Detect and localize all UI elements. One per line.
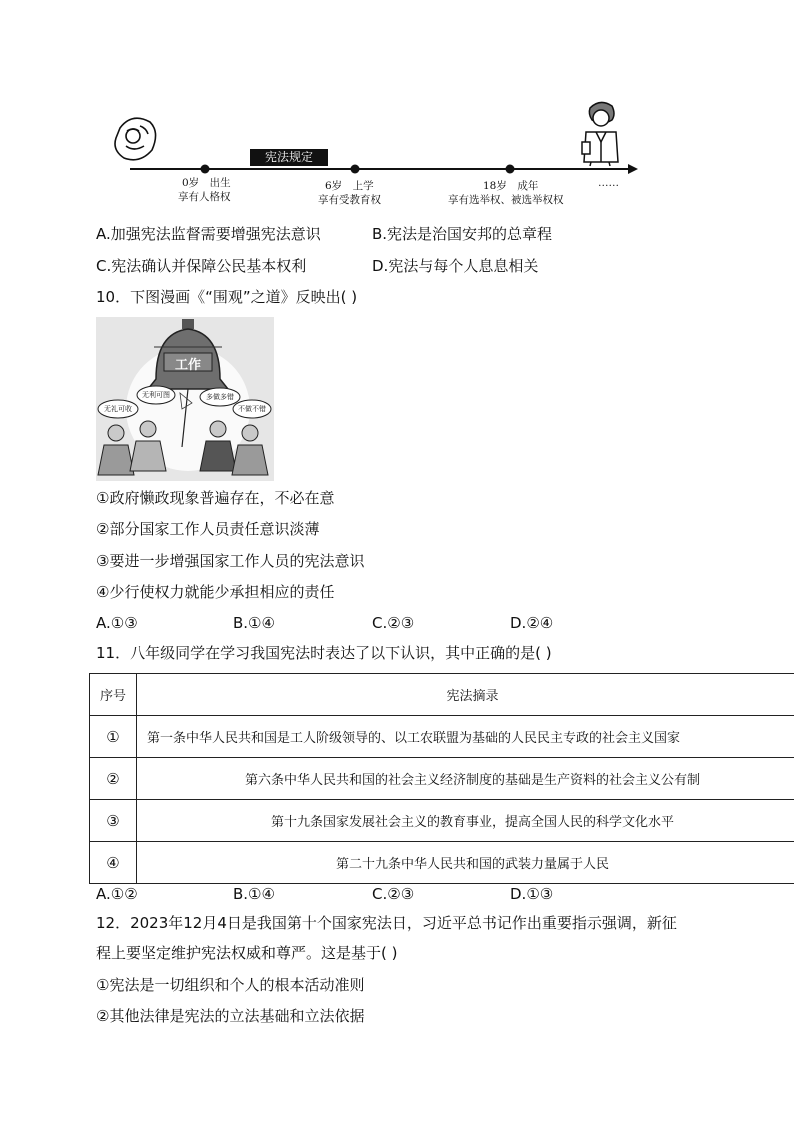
table-row [90, 842, 794, 884]
q12-stem-line-2: 程上要坚定维护宪法权威和尊严。这是基于( ) [96, 944, 398, 962]
table-cell-no: ① [90, 716, 137, 758]
q10-statement-3: ③要进一步增强国家工作人员的宪法意识 [96, 552, 365, 570]
table-row [90, 716, 794, 758]
q9-option-d[interactable]: D.宪法与每个人息息相关 [372, 257, 539, 275]
constitution-table [89, 673, 794, 884]
timeline-right-18: 享有选举权、被选举权权 [448, 194, 564, 206]
table-cell-text: 第二十九条中华人民共和国的武装力量属于人民 [137, 842, 794, 884]
q11-stem: 11．八年级同学在学习我国宪法时表达了以下认识，其中正确的是( ) [96, 644, 552, 662]
table-row [90, 758, 794, 800]
timeline-figure [0, 0, 794, 215]
table-header-row [90, 674, 794, 716]
q10-option-c[interactable]: C.②③ [372, 614, 415, 632]
q9-option-c[interactable]: C.宪法确认并保障公民基本权利 [96, 257, 307, 275]
q10-option-d[interactable]: D.②④ [510, 614, 554, 632]
q9-option-a[interactable]: A.加强宪法监督需要增强宪法意识 [96, 225, 321, 243]
q11-option-d[interactable]: D.①③ [510, 885, 554, 903]
timeline-age-6: 6岁 上学 [325, 180, 374, 192]
adult-icon [582, 102, 618, 166]
q12-statement-1: ①宪法是一切组织和个人的根本活动准则 [96, 976, 365, 994]
timeline-ellipsis: …… [598, 177, 619, 189]
timeline-age-0: 0岁 出生 [182, 177, 231, 189]
table-cell-text: 第十九条国家发展社会主义的教育事业，提高全国人民的科学文化水平 [137, 800, 794, 842]
timeline-banner: 宪法规定 [264, 150, 313, 164]
bell-text: 工作 [174, 358, 201, 373]
q10-option-b[interactable]: B.①④ [233, 614, 275, 632]
bubble-text-3: 多做多错 [206, 393, 234, 401]
table-cell-text: 第六条中华人民共和国的社会主义经济制度的基础是生产资料的社会主义公有制 [137, 758, 794, 800]
q9-option-b[interactable]: B.宪法是治国安邦的总章程 [372, 225, 553, 243]
cartoon-image [96, 317, 274, 481]
table-cell-text: 第一条中华人民共和国是工人阶级领导的、以工农联盟为基础的人民民主专政的社会主义国家 [137, 716, 794, 758]
timeline-drawing [0, 0, 794, 215]
timeline-right-6: 享有受教育权 [318, 194, 381, 206]
q11-option-b[interactable]: B.①④ [233, 885, 275, 903]
table-header-no: 序号 [90, 674, 137, 716]
table-header-text: 宪法摘录 [137, 674, 794, 716]
bubble-text-2: 无利可图 [142, 391, 170, 399]
bubble-text-1: 无礼可收 [104, 405, 132, 413]
q10-stem: 10．下图漫画《“围观”之道》反映出( ) [96, 288, 358, 306]
baby-icon [115, 118, 156, 160]
table-row [90, 800, 794, 842]
table-cell-no: ② [90, 758, 137, 800]
q12-statement-2: ②其他法律是宪法的立法基础和立法依据 [96, 1007, 365, 1025]
q12-stem-line-1: 12．2023年12月4日是我国第十个国家宪法日，习近平总书记作出重要指示强调，新征 [96, 914, 677, 932]
q11-option-a[interactable]: A.①② [96, 885, 138, 903]
q10-statement-1: ①政府懒政现象普遍存在，不必在意 [96, 489, 335, 507]
timeline-right-0: 享有人格权 [178, 191, 231, 203]
q10-statement-4: ④少行使权力就能少承担相应的责任 [96, 583, 335, 601]
table-cell-no: ③ [90, 800, 137, 842]
q10-option-a[interactable]: A.①③ [96, 614, 138, 632]
bubble-text-4: 不做不错 [238, 405, 266, 413]
q11-option-c[interactable]: C.②③ [372, 885, 415, 903]
timeline-age-18: 18岁 成年 [483, 180, 539, 192]
q10-statement-2: ②部分国家工作人员责任意识淡薄 [96, 520, 320, 538]
table-cell-no: ④ [90, 842, 137, 884]
